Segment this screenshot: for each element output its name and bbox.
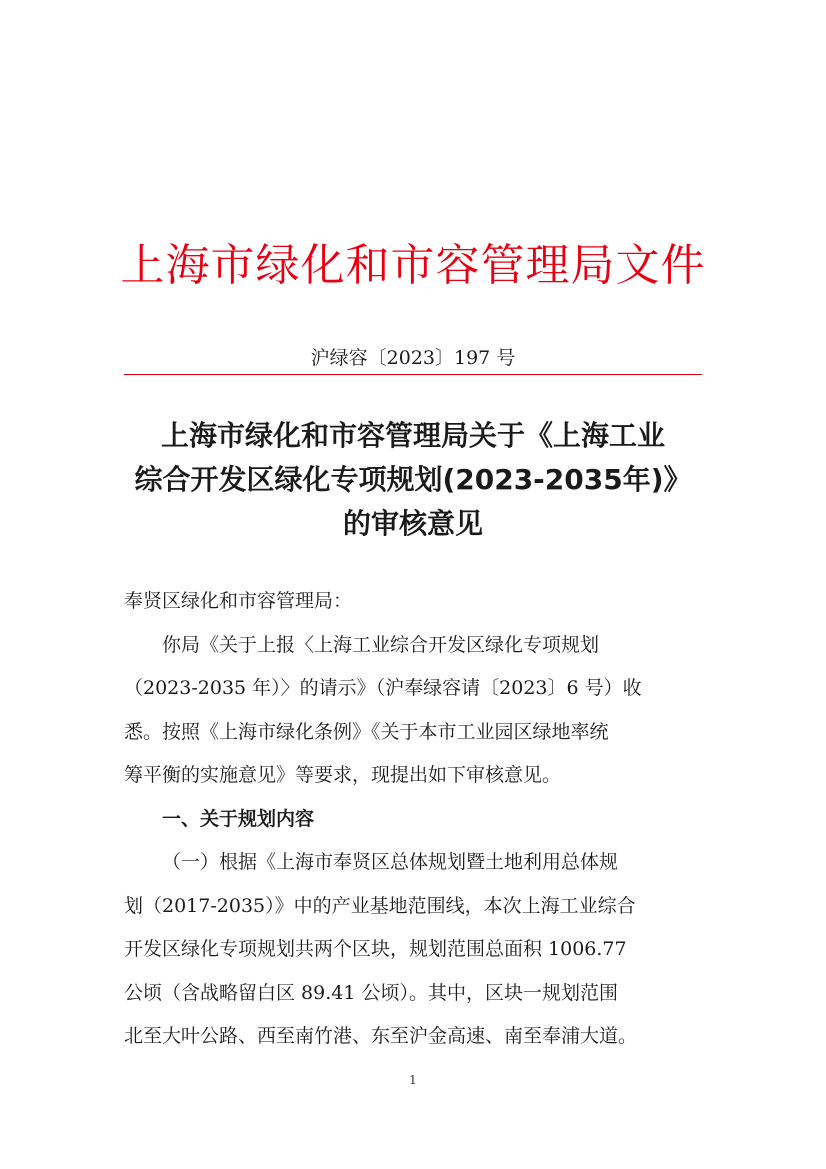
- paragraph-line: （一）根据《上海市奉贤区总体规划暨土地利用总体规: [162, 851, 619, 873]
- paragraph-line: （2023-2035 年）〉的请示》（沪奉绿容请〔2023〕6 号）收: [124, 677, 642, 699]
- paragraph-line: 你局《关于上报〈上海工业综合开发区绿化专项规划: [162, 633, 600, 656]
- addressee: 奉贤区绿化和市容管理局：: [124, 590, 353, 612]
- paragraph-line: 悉。按照《上海市绿化条例》《关于本市工业园区绿地率统: [124, 720, 609, 743]
- paragraph-line: 划（2017-2035）》中的产业基地范围线，本次上海工业综合: [124, 894, 636, 917]
- document-title: [100, 414, 726, 546]
- paragraph-line: 北至大叶公路、西至南竹港、东至沪金高速、南至奉浦大道。: [124, 1025, 638, 1047]
- document-title-line: 上海市绿化和市容管理局关于《上海工业: [160, 419, 665, 452]
- section-heading: 一、关于规划内容: [162, 807, 315, 830]
- document-title-line: 的审核意见: [342, 507, 483, 540]
- page-number: 1: [409, 1073, 417, 1087]
- document-body: [124, 580, 712, 1059]
- issuer-header-title: 上海市绿化和市容管理局文件: [120, 240, 706, 291]
- paragraph-line: 筹平衡的实施意见》等要求，现提出如下审核意见。: [124, 764, 562, 786]
- paragraph-line: 开发区绿化专项规划共两个区块，规划范围总面积 1006.77: [124, 938, 627, 960]
- document-title-line: 综合开发区绿化专项规划(2023-2035年)》: [134, 463, 692, 496]
- red-divider-line: [124, 374, 702, 375]
- paragraph-line: 公顷（含战略留白区 89.41 公顷）。其中，区块一规划范围: [124, 981, 618, 1004]
- document-number: 沪绿容〔2023〕197 号: [310, 347, 516, 369]
